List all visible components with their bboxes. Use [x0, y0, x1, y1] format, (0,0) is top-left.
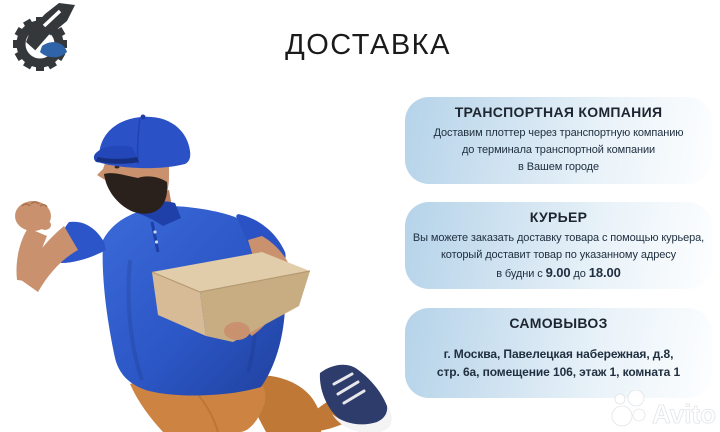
head: [94, 115, 190, 214]
card-title: САМОВЫВОЗ: [509, 315, 608, 331]
card-schedule-line: [411, 264, 706, 283]
raised-arm: [15, 201, 106, 292]
pants-back-leg: [242, 375, 350, 432]
card-text-line: до терминала транспортной компании: [461, 144, 656, 156]
schedule-prefix: в будни с: [496, 268, 546, 280]
avito-watermark-text: Avito: [652, 399, 717, 429]
card-text-line: Вы можете заказать доставку товара с помощью курьера,: [412, 232, 705, 244]
polo-shirt: [103, 206, 286, 395]
schedule-close-time: 18.00: [588, 265, 621, 280]
neck: [137, 190, 174, 224]
schedule-open-time: 9.00: [545, 265, 571, 280]
hand: [224, 322, 250, 340]
card-text-line: в Вашем городе: [518, 161, 599, 173]
schedule-separator: до: [570, 268, 589, 280]
page-title: ДОСТАВКА: [285, 29, 451, 61]
card-text-line: Доставим плоттер через транспортную компанию: [433, 127, 684, 139]
card-transport-company: [405, 97, 712, 184]
cap-icon: [94, 115, 190, 169]
card-address-line: стр. 6а, помещение 106, этаж 1, комната 1: [436, 365, 681, 379]
avito-watermark: [606, 390, 718, 430]
cardboard-box: [152, 252, 310, 342]
card-text-line: который доставит товар по указанному адресу: [440, 249, 677, 261]
carrying-arm: [236, 214, 294, 336]
card-title: ТРАНСПОРТНАЯ КОМПАНИЯ: [454, 104, 663, 120]
avito-logo-icon: [612, 390, 645, 426]
card-title: КУРЬЕР: [529, 209, 588, 225]
card-address-line: г. Москва, Павелецкая набережная, д.8,: [443, 347, 674, 361]
sneaker-icon: [320, 365, 392, 432]
polo-collar: [130, 201, 181, 252]
pants-front-leg: [130, 371, 265, 432]
card-courier: [405, 202, 712, 289]
card-self-pickup: [405, 308, 712, 398]
beard: [104, 173, 167, 214]
